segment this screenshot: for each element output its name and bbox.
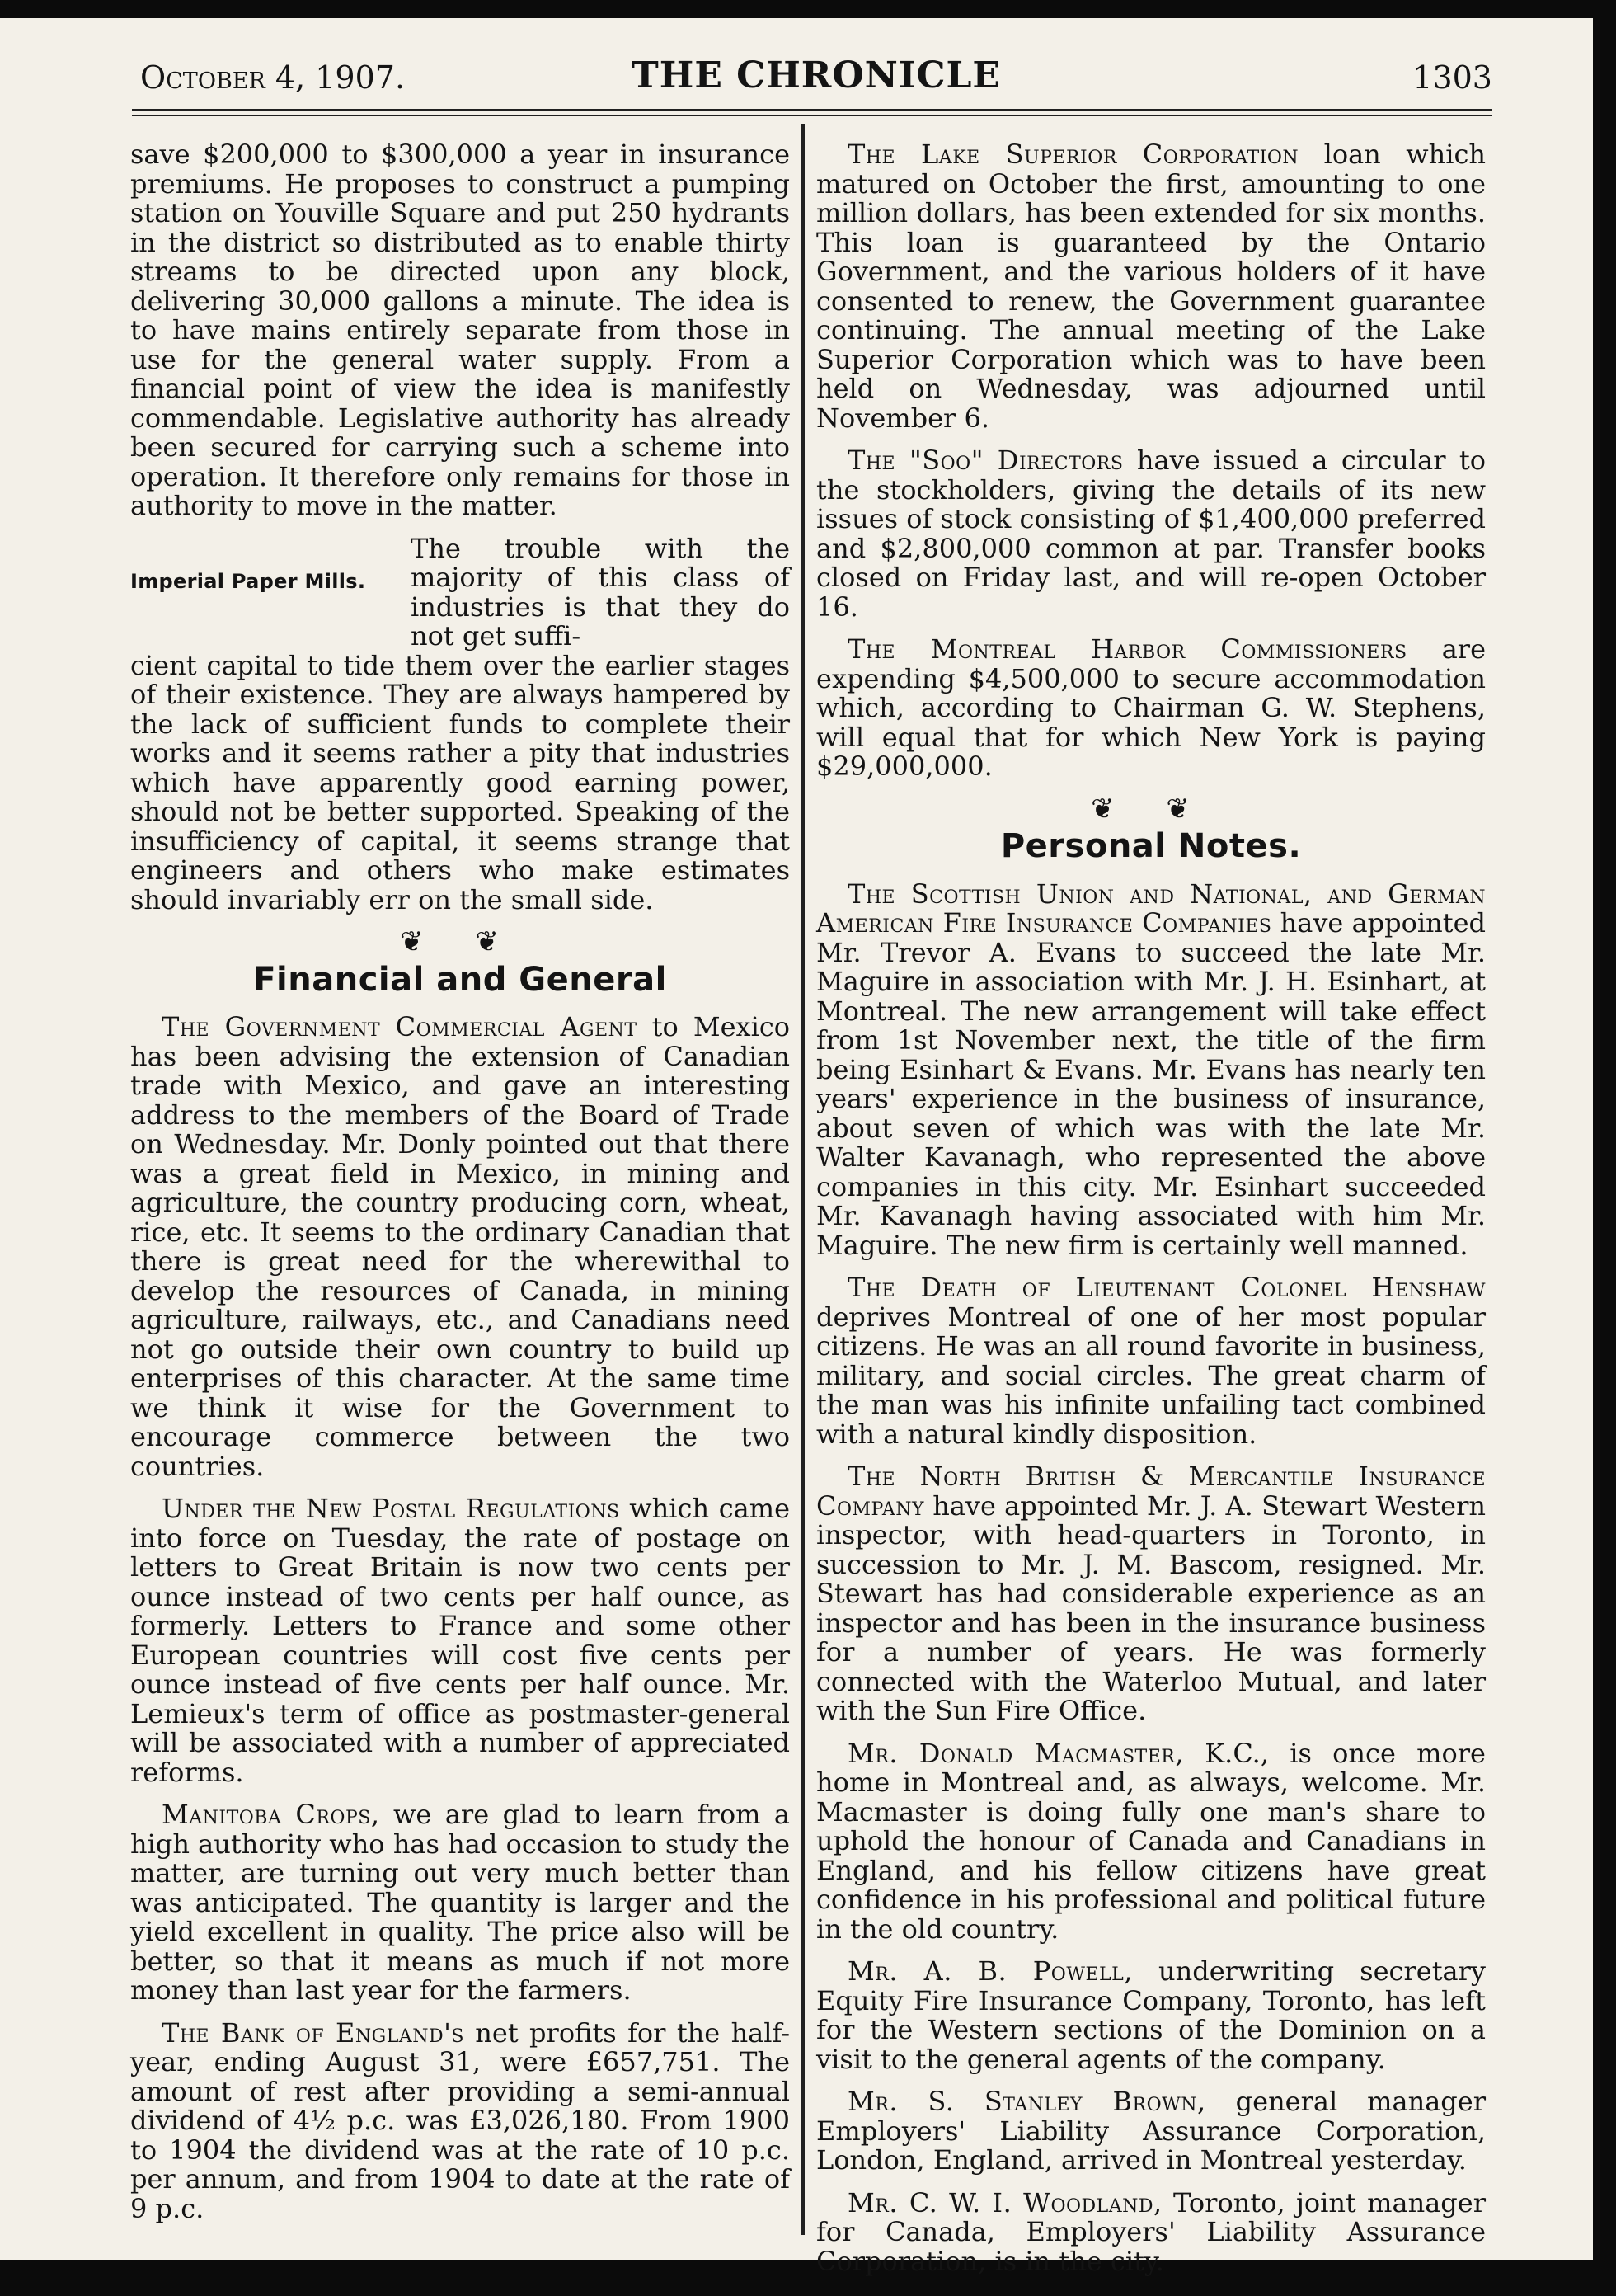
article-government-agent — [130, 1013, 790, 1481]
note-stanley-brown — [816, 2087, 1486, 2176]
right-column — [816, 140, 1486, 2289]
note-lead: The North British & Mercantile Insurance Company — [816, 1461, 1486, 1522]
note-lead: Mr. Donald Macmaster, — [848, 1737, 1185, 1769]
article-lead: The "Soo" Directors — [848, 445, 1124, 476]
note-lead: Mr. A. B. Powell, — [848, 1955, 1133, 1987]
sidebar-text-tail: cient capital to tide them over the earlier stages of their existence. They are always hampered by the lack of sufficient funds to complete their works and it seems rather a pity that industries which have apparently good earning power, should not be better supported. Speaking of the insufficiency of capital, it seems strange that engineers and others who make estimates should invariably err on the small side. — [130, 649, 790, 915]
article-body: have issued a circular to the stockholders, giving the details of its new issues of stock consisting of $1,400,000 preferred and $2,800,000 common at par. Transfer books closed on Friday last, and will re-open October 16. — [816, 445, 1487, 623]
column-divider — [801, 124, 805, 2235]
sidebar-heading: Imperial Paper Mills. — [130, 569, 366, 593]
note-body: have appointed Mr. J. A. Stewart Western inspector, with head-quarters in Toronto, in succession to Mr. J. M. Bascom, resigned. Mr. Stewart has had considerable experience as an inspector and has been in the insurance business for a number of years. He was formerly connected with the Waterloo Mutual, and later with the Sun Fire Office. — [816, 1489, 1486, 1726]
header-page-number: 1303 — [1412, 59, 1492, 96]
note-woodland — [816, 2186, 1486, 2277]
ornament-divider: ❦ ❦ — [400, 925, 520, 958]
imperial-paper-mills-article — [130, 534, 790, 915]
note-powell — [816, 1957, 1486, 2074]
note-lead: The Scottish Union and National, and German American Fire Insurance Companies — [816, 877, 1486, 939]
note-henshaw — [816, 1273, 1486, 1449]
personal-notes-title: Personal Notes. — [1000, 827, 1302, 865]
article-lead: The Lake Superior Corporation — [848, 139, 1299, 170]
note-lead: Mr. S. Stanley Brown, — [848, 2086, 1206, 2117]
header-rule-thin — [132, 115, 1492, 116]
note-macmaster — [816, 1739, 1486, 1945]
note-lead: The Death of Lieutenant Colonel Henshaw — [848, 1272, 1486, 1303]
note-body: K.C., is once more home in Montreal and, as always, welcome. Mr. Macmaster is doing fully one man's share to uphold the honour of Canada and Canadians in England, and his fellow citizens have great confidence in his professional and political future in the old country. — [816, 1737, 1486, 1945]
sidebar-text-head: The trouble with the majority of this class of industries is that they do not get suffi- — [411, 532, 790, 652]
article-lead: The Government Commercial Agent — [162, 1011, 637, 1042]
note-lead: Mr. C. W. I. Woodland, — [848, 2186, 1163, 2218]
note-body: underwriting secretary Equity Fire Insurance Company, Toronto, has left for the Western sections of the Dominion on a visit to the general agents of the company. — [816, 1955, 1487, 2075]
note-body: have appointed Mr. Trevor A. Evans to succeed the late Mr. Maguire in association with Mr. J. H. Esinhart, at Montreal. The new arrangement will take effect from 1st November next, the title of the firm being Esinhart & Evans. Mr. Evans has nearly ten years' experience in the business of insurance, about seven of which was with the late Mr. Walter Kavanagh, who represented the above companies in this city. Mr. Esinhart succeeded Mr. Kavanagh having associated with him Mr. Maguire. The new firm is certainly well manned. — [816, 907, 1487, 1261]
article-body: net profits for the half-year, ending August 31, were £657,751. The amount of rest after providing a semi-annual dividend of 4½ p.c. was £3,026,180. From 1900 to 1904 the dividend was at the rate of 10 p.c. per annum, and from 1904 to date at the rate of 9 p.c. — [130, 2016, 790, 2224]
article-body: which came into force on Tuesday, the rate of postage on letters to Great Britain is now two cents per ounce instead of two cents per half ounce, as formerly. Letters to France and some other European countries will cost five cents per ounce instead of five cents per half ounce. Mr. Lemieux's term of office as postmaster-general will be associated with a number of appreciated reforms. — [130, 1493, 790, 1788]
article-lead: Manitoba Crops, — [162, 1799, 380, 1830]
page-header — [140, 51, 1492, 101]
scan-border-right — [1593, 0, 1616, 2296]
left-column — [130, 140, 790, 2237]
note-body: Toronto, joint manager for Canada, Employers' Liability Assurance Corporation, is in the city. — [816, 2186, 1486, 2277]
note-body: general manager Employers' Liability Assurance Corporation, London, England, arrived in Montreal yesterday. — [816, 2086, 1486, 2176]
intro-paragraph: save $200,000 to $300,000 a year in insurance premiums. He proposes to construct a pumping station on Youville Square and put 250 hydrants in the district so distributed as to enable thirty streams to be directed upon any block, delivering 30,000 gallons a minute. The idea is to have mains entirely separate from those in use for the general water supply. From a financial point of view the idea is manifestly commendable. Legislative authority has already been secured for carrying such a scheme into operation. It therefore only remains for those in authority to move in the matter. — [130, 139, 790, 521]
note-body: deprives Montreal of one of her most popular citizens. He was an all round favorite in business, military, and social circles. The great charm of the man was his infinite unfailing tact combined with a natural kindly disposition. — [816, 1301, 1486, 1450]
article-lake-superior — [816, 140, 1486, 433]
ornament-divider: ❦ ❦ — [1091, 792, 1211, 826]
article-manitoba-crops — [130, 1800, 790, 2006]
article-body: to Mexico has been advising the extension of Canadian trade with Mexico, and gave an interesting address to the members of the Board of Trade on Wednesday. Mr. Donly pointed out that there was a great field in Mexico, in mining and agriculture, the country producing corn, wheat, rice, etc. It seems to the ordinary Canadian that there is great need for the wherewithal to develop the resources of Canada, in mining agriculture, railways, etc., and Canadians need not go outside their own country to build up enterprises of this character. At the same time we think it wise for the Government to encourage commerce between the two countries. — [130, 1011, 790, 1482]
header-title: THE CHRONICLE — [632, 54, 1001, 96]
article-lead: The Montreal Harbor Commissioners — [848, 633, 1407, 665]
article-lead: The Bank of England's — [162, 2016, 464, 2049]
article-body: loan which matured on October the first, amounting to one million dollars, has been extended for six months. This loan is guaranteed by the Ontario Government, and the various holders of it have consented to renew, the Government guarantee continuing. The annual meeting of the Lake Superior Corporation which was to have been held on Wednesday, was adjourned until November 6. — [816, 139, 1487, 434]
note-north-british — [816, 1462, 1486, 1726]
note-scottish-union — [816, 877, 1487, 1261]
article-lead: Under the New Postal Regulations — [162, 1493, 620, 1524]
article-soo-directors — [816, 446, 1486, 622]
header-date: October 4, 1907. — [140, 59, 406, 96]
scan-border-top — [0, 0, 1616, 18]
article-body: are expending $4,500,000 to secure accommodation which, according to Chairman G. W. Stephens, will equal that for which New York is paying $29,000,000. — [816, 633, 1487, 782]
article-postal-regulations — [130, 1494, 790, 1787]
financial-general-title: Financial and General — [253, 960, 667, 999]
article-harbor-commissioners — [816, 635, 1486, 782]
article-body: we are glad to learn from a high authority who has had occasion to study the matter, are turning out very much better than was anticipated. The quantity is larger and the yield excellent in quality. The price also will be better, so that it means as much if not more money than last year for the farmers. — [130, 1799, 791, 2006]
article-bank-of-england — [130, 2016, 790, 2224]
header-rule — [132, 109, 1492, 111]
